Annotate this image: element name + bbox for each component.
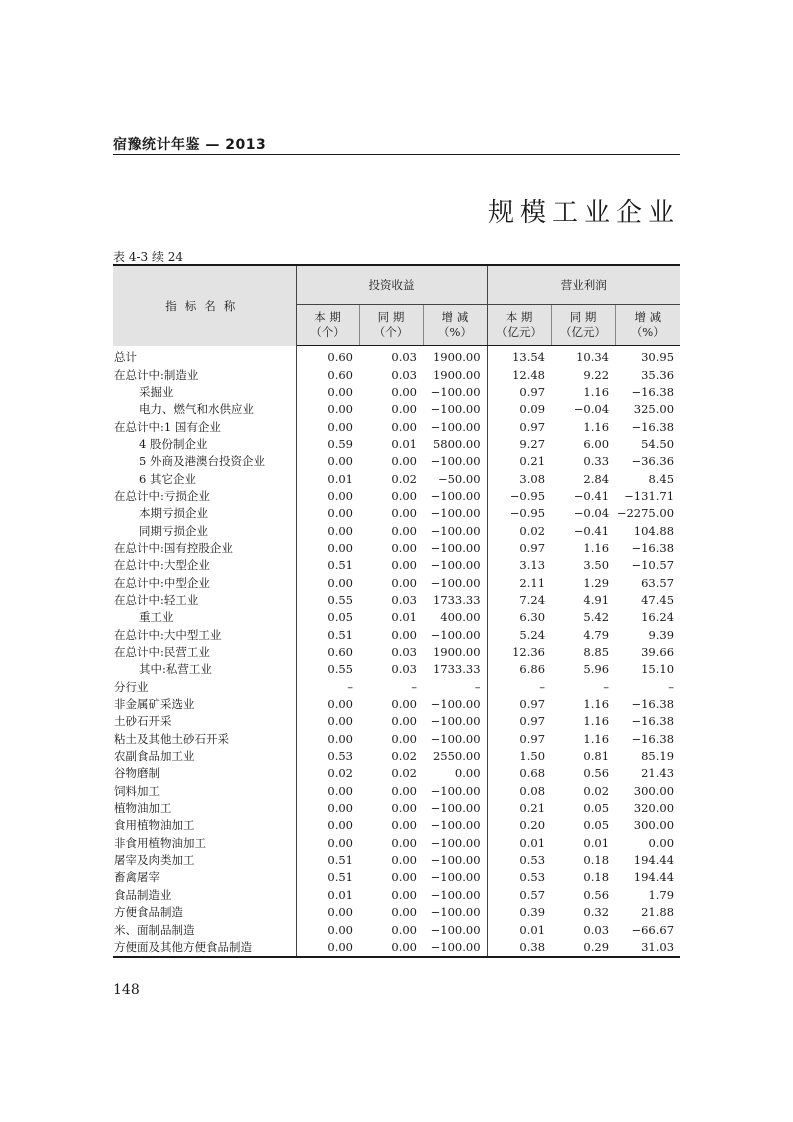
- table-cell: 0.97: [519, 384, 546, 399]
- table-row: [113, 470, 680, 487]
- table-cell: 0.00: [391, 523, 417, 538]
- table-row: [113, 574, 680, 591]
- table-cell: 0.51: [327, 853, 353, 868]
- table-cell: 3.50: [583, 558, 610, 573]
- table-cell: 4.79: [583, 627, 610, 642]
- table-cell: −100.00: [423, 835, 487, 852]
- table-cell: −100.00: [423, 557, 487, 574]
- table-cell: 0.18: [583, 870, 610, 885]
- table-row: [113, 609, 680, 626]
- table-cell: 0.81: [583, 749, 610, 764]
- table-row: [113, 852, 680, 869]
- table-cell: 0.00: [327, 905, 353, 920]
- page-number: 148: [113, 982, 140, 998]
- table-cell: 21.88: [641, 905, 675, 920]
- table-row: [113, 384, 680, 401]
- row-label: 电力、燃气和水供应业: [113, 401, 296, 418]
- table-cell: 0.03: [391, 592, 417, 607]
- table-cell: 300.00: [633, 783, 675, 798]
- header-rule: [113, 154, 680, 155]
- table-row: [113, 453, 680, 470]
- table-cell: 31.03: [641, 939, 675, 954]
- table-cell: 85.19: [641, 749, 675, 764]
- table-cell: 7.24: [519, 592, 546, 607]
- table-cell: 0.05: [583, 801, 610, 816]
- table-row: [113, 713, 680, 730]
- row-label: 农副食品加工业: [113, 748, 296, 765]
- table-row: [113, 783, 680, 800]
- table-cell: 47.45: [641, 592, 675, 607]
- table-cell: 0.00: [391, 488, 417, 503]
- table-cell: 1733.33: [423, 592, 487, 609]
- row-label: 在总计中:民营工业: [113, 644, 296, 661]
- table-row: [113, 346, 680, 367]
- table-cell: 0.02: [391, 471, 417, 486]
- table-cell: −100.00: [423, 731, 487, 748]
- table-cell: −100.00: [423, 401, 487, 418]
- table-cell: 0.00: [423, 765, 487, 782]
- table-cell: 0.00: [327, 818, 353, 833]
- table-cell: –: [539, 679, 546, 694]
- table-row: [113, 939, 680, 957]
- table-row: [113, 366, 680, 383]
- table-cell: 1.16: [583, 419, 610, 434]
- table-row: [113, 627, 680, 644]
- table-cell: 0.02: [583, 783, 610, 798]
- table-cell: −0.41: [573, 488, 610, 503]
- table-cell: 0.18: [583, 853, 610, 868]
- row-label: 非食用植物油加工: [113, 835, 296, 852]
- table-row: [113, 765, 680, 782]
- table-cell: 15.10: [641, 662, 675, 677]
- col-header-current: 本 期 （亿元）: [487, 305, 551, 346]
- table-cell: 1.79: [648, 887, 675, 902]
- table-row: [113, 505, 680, 522]
- table-cell: −50.00: [423, 470, 487, 487]
- table-cell: 0.00: [327, 939, 353, 954]
- row-label: 畜禽屠宰: [113, 869, 296, 886]
- table-cell: 0.03: [391, 367, 417, 382]
- row-label: 分行业: [113, 679, 296, 696]
- row-label: 同期亏损企业: [113, 522, 296, 539]
- table-cell: 5.42: [583, 610, 610, 625]
- table-cell: 0.00: [327, 454, 353, 469]
- table-cell: 0.01: [327, 887, 353, 902]
- table-cell: −100.00: [423, 488, 487, 505]
- table-cell: 1733.33: [423, 661, 487, 678]
- table-cell: −100.00: [423, 713, 487, 730]
- row-label: 在总计中:亏损企业: [113, 488, 296, 505]
- table-cell: 0.97: [519, 419, 546, 434]
- row-label: 方便面及其他方便食品制造: [113, 939, 296, 957]
- table-cell: 0.00: [391, 714, 417, 729]
- table-cell: −16.38: [631, 731, 675, 746]
- table-cell: −100.00: [423, 574, 487, 591]
- table-cell: 300.00: [633, 818, 675, 833]
- row-label: 5 外商及港澳台投资企业: [113, 453, 296, 470]
- row-label: 非金属矿采选业: [113, 696, 296, 713]
- table-cell: −100.00: [423, 453, 487, 470]
- table-row: [113, 592, 680, 609]
- table-cell: 0.29: [583, 939, 610, 954]
- table-cell: −100.00: [423, 418, 487, 435]
- table-cell: 0.56: [583, 766, 610, 781]
- table-cell: 0.00: [391, 818, 417, 833]
- table-row: [113, 418, 680, 435]
- table-cell: 0.09: [519, 402, 546, 417]
- table-cell: 5.24: [519, 627, 546, 642]
- table-cell: 0.01: [519, 835, 546, 850]
- investment-income-header: 投资收益: [296, 265, 487, 305]
- table-row: [113, 817, 680, 834]
- table-cell: –: [411, 679, 417, 694]
- row-label: 在总计中:中型企业: [113, 574, 296, 591]
- table-cell: −100.00: [423, 540, 487, 557]
- table-cell: 1.16: [583, 384, 610, 399]
- table-cell: 35.36: [641, 367, 675, 382]
- row-label: 在总计中:大型企业: [113, 557, 296, 574]
- table-cell: 0.00: [391, 697, 417, 712]
- table-cell: 0.38: [519, 939, 546, 954]
- table-cell: 0.00: [391, 922, 417, 937]
- table-cell: 0.00: [391, 627, 417, 642]
- table-row: [113, 436, 680, 453]
- table-cell: 0.00: [327, 731, 353, 746]
- table-cell: 1.16: [583, 714, 610, 729]
- table-row: [113, 557, 680, 574]
- running-head: 宿豫统计年鉴 — 2013: [113, 137, 267, 153]
- row-label: 本期亏损企业: [113, 505, 296, 522]
- table-cell: –: [668, 679, 675, 694]
- table-cell: −100.00: [423, 627, 487, 644]
- table-row: [113, 696, 680, 713]
- table-cell: 0.68: [519, 766, 546, 781]
- row-label: 谷物磨制: [113, 765, 296, 782]
- table-cell: 0.97: [519, 731, 546, 746]
- table-cell: −0.04: [573, 506, 610, 521]
- row-label: 屠宰及肉类加工: [113, 852, 296, 869]
- table-row: [113, 540, 680, 557]
- table-cell: 0.00: [327, 575, 353, 590]
- table-cell: 0.97: [519, 714, 546, 729]
- table-cell: 0.01: [391, 610, 417, 625]
- table-cell: −16.38: [631, 697, 675, 712]
- table-cell: 0.00: [391, 506, 417, 521]
- table-cell: 0.03: [391, 662, 417, 677]
- table-cell: 1900.00: [423, 346, 487, 367]
- table-cell: 0.00: [391, 575, 417, 590]
- operating-profit-header: 营业利润: [487, 265, 680, 305]
- table-cell: 12.36: [512, 645, 546, 660]
- table-cell: 0.00: [327, 835, 353, 850]
- table-cell: −16.38: [631, 419, 675, 434]
- row-label: 饲料加工: [113, 783, 296, 800]
- table-cell: 6.30: [519, 610, 546, 625]
- table-cell: 0.00: [327, 714, 353, 729]
- table-cell: 0.21: [519, 801, 546, 816]
- table-cell: 4.91: [583, 592, 610, 607]
- table-cell: 0.33: [583, 454, 610, 469]
- table-cell: 0.00: [327, 697, 353, 712]
- table-cell: 0.00: [391, 853, 417, 868]
- table-cell: 0.03: [391, 645, 417, 660]
- table-cell: 0.60: [327, 350, 353, 365]
- table-cell: 6.00: [583, 436, 610, 451]
- table-cell: 6.86: [519, 662, 546, 677]
- table-cell: 0.05: [327, 610, 353, 625]
- table-cell: 0.32: [583, 905, 610, 920]
- table-cell: −100.00: [423, 887, 487, 904]
- table-cell: 0.00: [391, 801, 417, 816]
- table-cell: −100.00: [423, 852, 487, 869]
- table-cell: −36.36: [631, 454, 675, 469]
- table-cell: 0.00: [327, 922, 353, 937]
- table-cell: −0.41: [573, 523, 610, 538]
- table-cell: 0.00: [391, 419, 417, 434]
- table-cell: 1.50: [519, 749, 546, 764]
- table-cell: 0.00: [327, 384, 353, 399]
- table-cell: 0.00: [648, 835, 675, 850]
- row-label: 在总计中:轻工业: [113, 592, 296, 609]
- table-cell: 10.34: [576, 350, 610, 365]
- table-row: [113, 921, 680, 938]
- table-row: [113, 869, 680, 886]
- table-cell: 0.00: [391, 731, 417, 746]
- table-cell: −66.67: [631, 922, 675, 937]
- row-label: 总计: [113, 346, 296, 367]
- table-cell: 0.21: [519, 454, 546, 469]
- table-cell: 1900.00: [423, 366, 487, 383]
- col-header-prior: 同 期 （个）: [359, 305, 423, 346]
- statistics-table-container: [113, 264, 680, 958]
- table-cell: 0.00: [391, 887, 417, 902]
- table-cell: 0.59: [327, 436, 353, 451]
- table-cell: 2.84: [583, 471, 610, 486]
- table-row: [113, 522, 680, 539]
- table-row: [113, 679, 680, 696]
- table-cell: 0.02: [519, 523, 546, 538]
- table-cell: −100.00: [423, 921, 487, 938]
- table-cell: 12.48: [512, 367, 546, 382]
- table-cell: 0.00: [391, 454, 417, 469]
- table-cell: −100.00: [423, 904, 487, 921]
- table-cell: 0.00: [391, 540, 417, 555]
- table-cell: −100.00: [423, 783, 487, 800]
- table-row: [113, 488, 680, 505]
- table-cell: 0.01: [519, 922, 546, 937]
- table-cell: 63.57: [641, 575, 675, 590]
- table-cell: 0.00: [391, 870, 417, 885]
- table-cell: 0.00: [391, 835, 417, 850]
- table-cell: 13.54: [512, 350, 546, 365]
- table-cell: 0.60: [327, 367, 353, 382]
- table-cell: 0.00: [327, 540, 353, 555]
- table-cell: 0.00: [391, 402, 417, 417]
- section-title: 规模工业企业: [487, 198, 680, 228]
- table-cell: 0.20: [519, 818, 546, 833]
- row-label: 在总计中:1 国有企业: [113, 418, 296, 435]
- table-cell: –: [347, 679, 353, 694]
- table-cell: 0.00: [327, 419, 353, 434]
- table-cell: 400.00: [423, 609, 487, 626]
- table-row: [113, 835, 680, 852]
- table-cell: 16.24: [641, 610, 675, 625]
- table-cell: 8.45: [648, 471, 675, 486]
- col-header-current: 本 期 （个）: [296, 305, 359, 346]
- row-label: 4 股份制企业: [113, 436, 296, 453]
- table-cell: −100.00: [423, 505, 487, 522]
- table-cell: −100.00: [423, 384, 487, 401]
- table-body: [113, 346, 680, 958]
- table-cell: 0.97: [519, 697, 546, 712]
- table-cell: 30.95: [641, 350, 675, 365]
- row-label: 植物油加工: [113, 800, 296, 817]
- table-cell: 0.57: [519, 887, 546, 902]
- table-cell: 1.16: [583, 697, 610, 712]
- table-cell: −2275.00: [616, 506, 675, 521]
- table-cell: 5800.00: [423, 436, 487, 453]
- table-cell: 0.00: [327, 801, 353, 816]
- table-cell: 2550.00: [423, 748, 487, 765]
- table-cell: −100.00: [423, 522, 487, 539]
- table-cell: –: [603, 679, 610, 694]
- table-row: [113, 401, 680, 418]
- row-label: 土砂石开采: [113, 713, 296, 730]
- indicator-name-header: 指标名称: [113, 265, 296, 346]
- table-cell: 54.50: [641, 436, 675, 451]
- table-cell: 3.08: [519, 471, 546, 486]
- table-cell: –: [423, 679, 487, 696]
- statistics-table: [113, 264, 680, 958]
- table-cell: 0.00: [391, 783, 417, 798]
- row-label: 食用植物油加工: [113, 817, 296, 834]
- table-cell: 1.29: [583, 575, 610, 590]
- table-cell: 0.51: [327, 558, 353, 573]
- table-cell: 0.02: [327, 766, 353, 781]
- table-cell: 9.22: [583, 367, 610, 382]
- table-row: [113, 800, 680, 817]
- table-cell: 8.85: [583, 645, 610, 660]
- row-label: 重工业: [113, 609, 296, 626]
- table-cell: 104.88: [633, 523, 675, 538]
- col-header-change: 增 减 （%）: [423, 305, 487, 346]
- table-cell: −131.71: [624, 488, 675, 503]
- table-cell: 3.13: [519, 558, 546, 573]
- table-cell: 0.60: [327, 645, 353, 660]
- table-row: [113, 731, 680, 748]
- table-cell: −0.04: [573, 402, 610, 417]
- table-cell: 0.00: [391, 905, 417, 920]
- table-cell: 9.27: [519, 436, 546, 451]
- table-cell: −10.57: [631, 558, 675, 573]
- table-cell: −16.38: [631, 384, 675, 399]
- table-cell: 39.66: [641, 645, 675, 660]
- table-cell: 0.55: [327, 592, 353, 607]
- table-cell: 0.05: [583, 818, 610, 833]
- row-label: 食品制造业: [113, 887, 296, 904]
- table-cell: 0.00: [391, 939, 417, 954]
- table-cell: 1.16: [583, 540, 610, 555]
- table-row: [113, 887, 680, 904]
- table-cell: 0.39: [519, 905, 546, 920]
- table-cell: 0.00: [327, 506, 353, 521]
- table-cell: 0.02: [391, 766, 417, 781]
- table-cell: −0.95: [509, 488, 546, 503]
- table-cell: 320.00: [633, 801, 675, 816]
- row-label: 在总计中:国有控股企业: [113, 540, 296, 557]
- table-cell: 5.96: [583, 662, 610, 677]
- table-cell: −100.00: [423, 869, 487, 886]
- row-label: 其中:私营工业: [113, 661, 296, 678]
- table-cell: 0.00: [327, 783, 353, 798]
- table-cell: 0.01: [327, 471, 353, 486]
- table-cell: 194.44: [633, 870, 675, 885]
- table-cell: 194.44: [633, 853, 675, 868]
- col-header-change: 增 减 （%）: [615, 305, 680, 346]
- table-cell: 9.39: [648, 627, 675, 642]
- table-cell: 2.11: [519, 575, 546, 590]
- table-cell: −0.95: [509, 506, 546, 521]
- table-row: [113, 661, 680, 678]
- table-cell: −100.00: [423, 696, 487, 713]
- row-label: 在总计中:大中型工业: [113, 627, 296, 644]
- table-cell: 0.00: [327, 523, 353, 538]
- table-cell: 1900.00: [423, 644, 487, 661]
- table-row: [113, 644, 680, 661]
- table-label: 表 4-3 续 24: [113, 250, 184, 264]
- row-label: 6 其它企业: [113, 470, 296, 487]
- table-cell: 0.55: [327, 662, 353, 677]
- table-cell: 0.00: [391, 384, 417, 399]
- row-label: 采掘业: [113, 384, 296, 401]
- table-row: [113, 904, 680, 921]
- table-cell: 0.00: [327, 488, 353, 503]
- table-row: [113, 748, 680, 765]
- table-cell: 0.03: [583, 922, 610, 937]
- row-label: 米、面制品制造: [113, 921, 296, 938]
- table-cell: 0.51: [327, 870, 353, 885]
- table-cell: −100.00: [423, 800, 487, 817]
- table-cell: 0.00: [391, 558, 417, 573]
- table-cell: 0.97: [519, 540, 546, 555]
- col-header-prior: 同 期 （亿元）: [551, 305, 615, 346]
- table-cell: 0.01: [583, 835, 610, 850]
- table-cell: 0.51: [327, 627, 353, 642]
- row-label: 方便食品制造: [113, 904, 296, 921]
- table-cell: 0.53: [519, 870, 546, 885]
- table-cell: 0.53: [327, 749, 353, 764]
- table-cell: 325.00: [633, 402, 675, 417]
- table-cell: −16.38: [631, 540, 675, 555]
- table-cell: 0.01: [391, 436, 417, 451]
- table-cell: −100.00: [423, 817, 487, 834]
- table-cell: −100.00: [423, 939, 487, 957]
- table-cell: −16.38: [631, 714, 675, 729]
- table-cell: 0.08: [519, 783, 546, 798]
- table-cell: 0.53: [519, 853, 546, 868]
- row-label: 在总计中:制造业: [113, 366, 296, 383]
- table-cell: 0.00: [327, 402, 353, 417]
- table-cell: 0.03: [391, 350, 417, 365]
- table-cell: 0.56: [583, 887, 610, 902]
- row-label: 粘土及其他土砂石开采: [113, 731, 296, 748]
- table-cell: 21.43: [641, 766, 675, 781]
- table-cell: 1.16: [583, 731, 610, 746]
- table-cell: 0.02: [391, 749, 417, 764]
